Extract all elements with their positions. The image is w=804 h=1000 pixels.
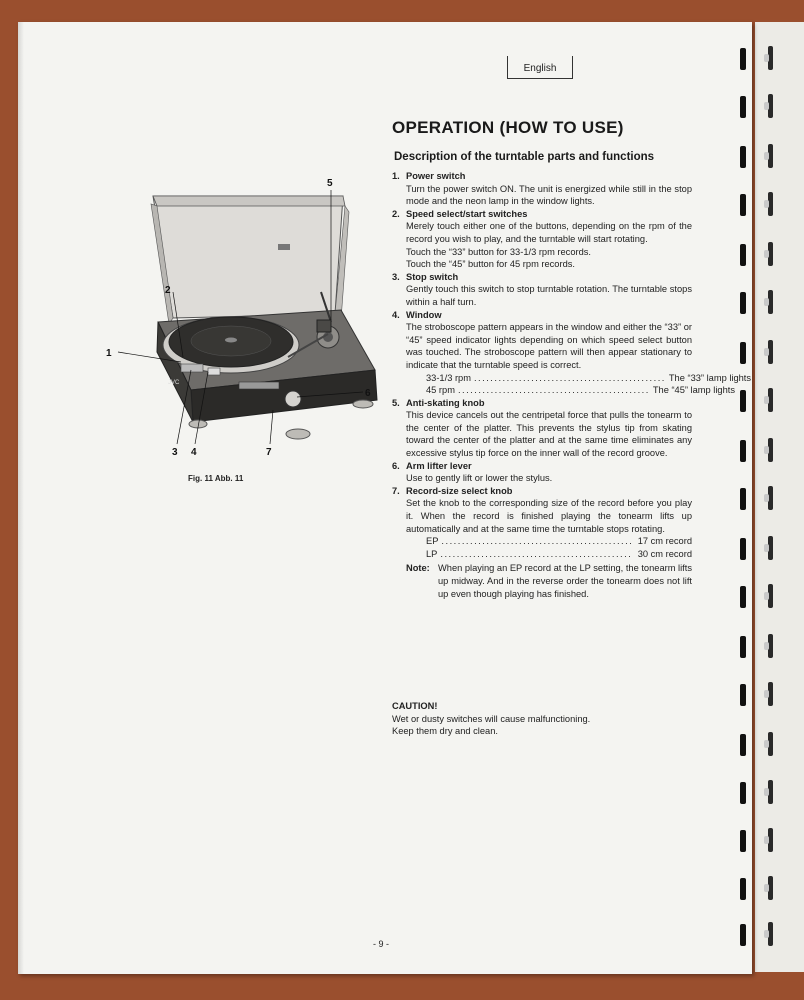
speed-table-row: 33-1/3 rpm ............................................... The “33” lamp lights xyxy=(426,372,752,383)
part-number: 4. xyxy=(392,309,400,320)
turntable-illustration xyxy=(73,152,393,472)
figure-caption: Fig. 11 Abb. 11 xyxy=(188,474,244,483)
part-item xyxy=(392,271,692,309)
callout-2: 2 xyxy=(165,285,171,296)
part-text: The stroboscope pattern appears in the window and either the “33” or “45” speed indicator lights depending on which speed select button was touched. The stroboscope pattern will then appear stationary to indicate that the turntable speed is correct. xyxy=(406,322,692,370)
part-text: Set the knob to the corresponding size of the record before you play it. When the record is finished playing the tonearm lifts up automatically and at the same time the turntable stops rotating. xyxy=(406,498,692,534)
part-item xyxy=(392,460,692,485)
part-item xyxy=(392,170,692,208)
section-subtitle: Description of the turntable parts and functions xyxy=(394,151,655,163)
part-text: Use to gently lift or lower the stylus. xyxy=(406,473,553,484)
part-number: 7. xyxy=(392,485,400,496)
part-text: Merely touch either one of the buttons, depending on the rpm of the record you wish to play, and the turntable will start rotating. xyxy=(406,221,692,244)
part-heading: Anti-skating knob xyxy=(406,397,485,408)
note: Note: When playing an EP record at the LP setting, the tonearm lifts up midway. And in the reverse order the tonearm does not lift up even though playing has finished. xyxy=(406,563,692,599)
caution-heading: CAUTION! xyxy=(392,701,438,711)
callout-4: 4 xyxy=(191,447,197,458)
part-heading: Speed select/start switches xyxy=(406,208,528,219)
caution-block xyxy=(392,700,590,738)
manual-page xyxy=(18,22,752,974)
page-title: OPERATION (HOW TO USE) xyxy=(392,118,624,137)
part-text: Touch the “33” button for 33-1/3 rpm records. xyxy=(406,246,591,257)
size-table-row: LP ............................................... 30 cm record xyxy=(426,548,692,559)
brand-logo: JVC xyxy=(168,380,180,386)
speed-table-row: 45 rpm ............................................... The “45” lamp lights xyxy=(426,385,735,396)
part-number: 1. xyxy=(392,171,400,181)
part-item xyxy=(392,485,692,600)
part-number: 5. xyxy=(392,397,400,408)
part-text: Gently touch this switch to stop turntable rotation. The turntable stops within a half turn. xyxy=(406,284,692,307)
part-heading: Power switch xyxy=(406,171,466,181)
part-heading: Record-size select knob xyxy=(406,485,513,496)
caution-text: Keep them dry and clean. xyxy=(392,726,498,737)
part-number: 3. xyxy=(392,271,400,282)
part-text: This device cancels out the centripetal force that pulls the tonearm to the center of the platter. This prevents the stylus tip from skating toward the center of the platter and at the same time eliminates any excessive stylus tip force on the inner wall of the record groove. xyxy=(406,410,692,459)
note-text: When playing an EP record at the LP setting, the tonearm lifts up midway. And in the reverse order the tonearm does not lift up even though playing has finished. xyxy=(438,563,692,599)
size-table-row: EP ............................................... 17 cm record xyxy=(426,536,692,547)
caution-text: Wet or dusty switches will cause malfunctioning. xyxy=(392,713,591,724)
spiral-binding xyxy=(730,22,790,972)
part-text: Turn the power switch ON. The unit is energized while still in the stop mode and the neon lamp in the window lights. xyxy=(406,183,692,207)
part-heading: Arm lifter lever xyxy=(406,460,472,471)
part-item xyxy=(392,208,692,271)
language-tab: English xyxy=(507,56,573,79)
part-text: Touch the “45” button for 45 rpm records. xyxy=(406,259,575,270)
page-number: - 9 - xyxy=(373,939,390,949)
callout-7: 7 xyxy=(266,447,272,458)
part-heading: Stop switch xyxy=(406,271,459,282)
callout-6: 6 xyxy=(365,388,371,399)
part-item xyxy=(392,397,692,460)
callout-1: 1 xyxy=(106,348,112,359)
part-number: 6. xyxy=(392,460,400,471)
part-number: 2. xyxy=(392,208,400,219)
part-item xyxy=(392,309,752,397)
parts-list xyxy=(392,170,752,600)
callout-5: 5 xyxy=(327,178,333,189)
callout-3: 3 xyxy=(172,447,178,458)
part-heading: Window xyxy=(406,309,442,320)
